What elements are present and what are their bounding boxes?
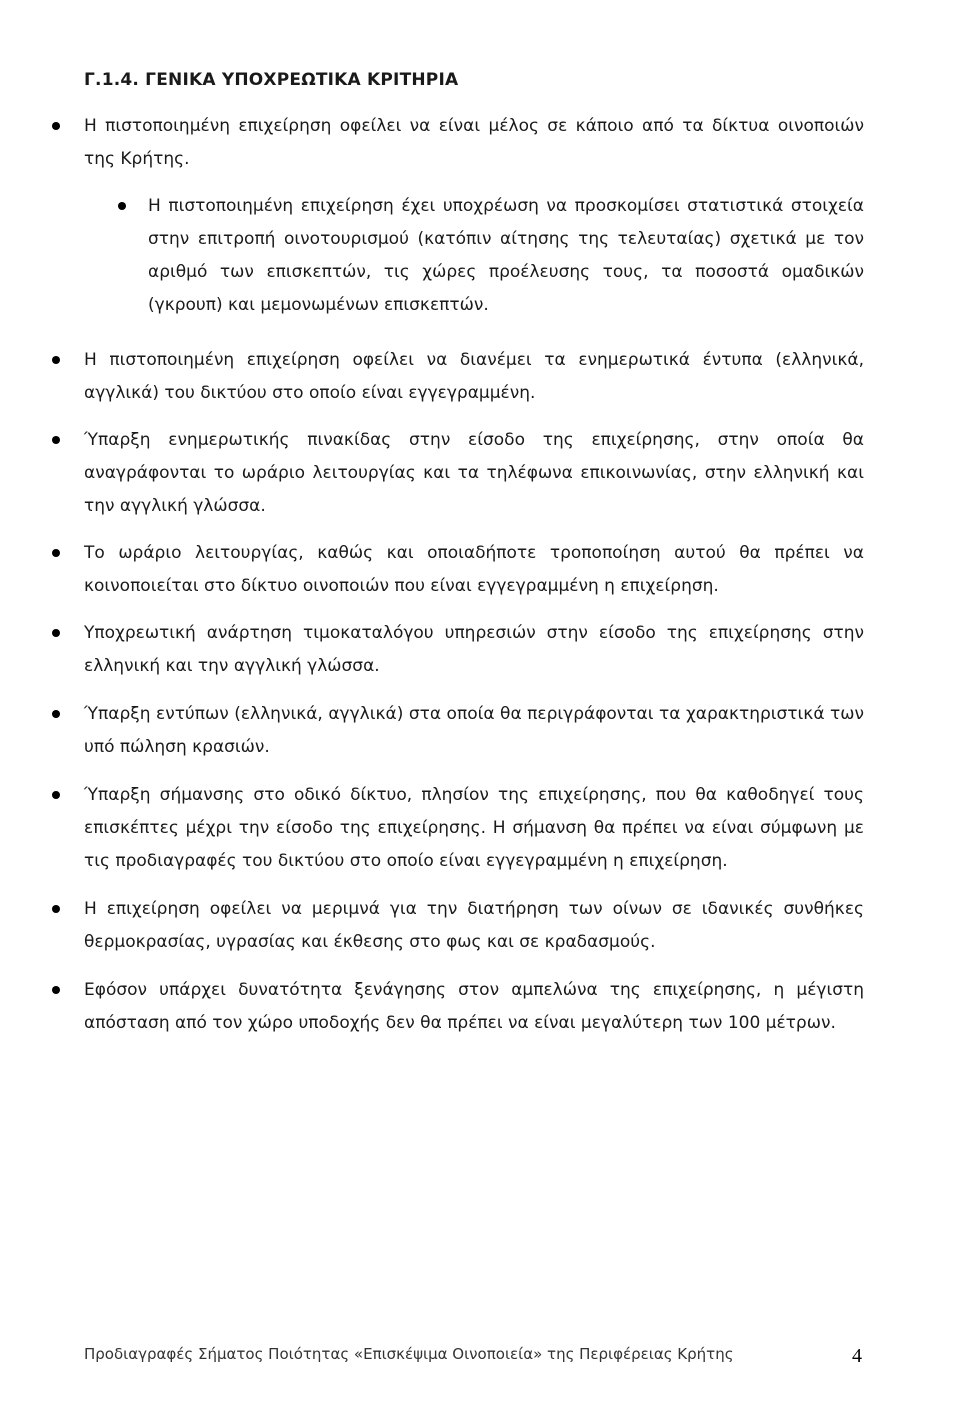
list-item-text: Η πιστοποιημένη επιχείρηση έχει υποχρέωση να προσκομίσει στατιστικά στοιχεία στην επιτροπή οινοτουρισμού (κατόπιν αίτησης της τελευταίας) σχετικά με τον αριθμό των επισκεπτών, τις χώρες προέλευσης τους, τα ποσοστά ομαδικών (γκρουπ) και μεμονωμένων επισκεπτών.	[148, 196, 864, 315]
bullet-icon	[52, 710, 60, 718]
bullet-icon	[52, 549, 60, 557]
list-item-text: Ύπαρξη εντύπων (ελληνικά, αγγλικά) στα οποία θα περιγράφονται τα χαρακτηριστικά των υπό πώληση κρασιών.	[84, 704, 864, 757]
list-item	[84, 344, 864, 410]
bullet-icon	[52, 791, 60, 799]
section-heading: Γ.1.4. ΓΕΝΙΚΑ ΥΠΟΧΡΕΩΤΙΚΑ ΚΡΙΤΗΡΙΑ	[84, 70, 459, 90]
bullet-icon	[52, 905, 60, 913]
list-item-text: Η πιστοποιημένη επιχείρηση οφείλει να είναι μέλος σε κάποιο από τα δίκτυα οινοποιών της Κρήτης.	[84, 116, 864, 169]
list-item	[84, 893, 864, 959]
page-number: 4	[852, 1345, 862, 1367]
bullet-icon	[52, 436, 60, 444]
bullet-icon	[118, 202, 126, 210]
bullet-icon	[52, 122, 60, 130]
list-item-text: Εφόσον υπάρχει δυνατότητα ξενάγησης στον αμπελώνα της επιχείρησης, η μέγιστη απόσταση από τον χώρο υποδοχής δεν θα πρέπει να είναι μεγαλύτερη των 100 μέτρων.	[84, 980, 864, 1033]
list-item-text: Η επιχείρηση οφείλει να μεριμνά για την διατήρηση των οίνων σε ιδανικές συνθήκες θερμοκρασίας, υγρασίας και έκθεσης στο φως και σε κραδασμούς.	[84, 899, 864, 952]
list-item-text: Ύπαρξη ενημερωτικής πινακίδας στην είσοδο της επιχείρησης, στην οποία θα αναγράφονται το ωράριο λειτουργίας και τα τηλέφωνα επικοινωνίας, στην ελληνική και την αγγλική γλώσσα.	[84, 430, 864, 516]
list-item	[84, 424, 864, 523]
list-item-text: Υποχρεωτική ανάρτηση τιμοκαταλόγου υπηρεσιών στην είσοδο της επιχείρησης στην ελληνική και την αγγλική γλώσσα.	[84, 623, 864, 676]
list-item-text: Η πιστοποιημένη επιχείρηση οφείλει να διανέμει τα ενημερωτικά έντυπα (ελληνικά, αγγλικά) του δικτύου στο οποίο είναι εγγεγραμμένη.	[84, 350, 864, 403]
bullet-icon	[52, 356, 60, 364]
list-item-text: Το ωράριο λειτουργίας, καθώς και οποιαδήποτε τροποποίηση αυτού θα πρέπει να κοινοποιείται στο δίκτυο οινοποιών που είναι εγγεγραμμένη η επιχείρηση.	[84, 543, 864, 596]
list-item	[84, 110, 864, 176]
list-item	[84, 537, 864, 603]
bullet-icon	[52, 629, 60, 637]
list-item	[84, 974, 864, 1040]
footer-text: Προδιαγραφές Σήματος Ποιότητας «Επισκέψιμα Οινοποιεία» της Περιφέρειας Κρήτης	[84, 1345, 734, 1363]
list-item	[84, 617, 864, 683]
list-item	[84, 779, 864, 878]
bullet-icon	[52, 986, 60, 994]
list-item	[84, 698, 864, 764]
list-item-text: Ύπαρξη σήμανσης στο οδικό δίκτυο, πλησίον της επιχείρησης, που θα καθοδηγεί τους επισκέπτες μέχρι την είσοδο της επιχείρησης. Η σήμανση θα πρέπει να είναι σύμφωνη με τις προδιαγραφές του δικτύου στο οποίο είναι εγγεγραμμένη η επιχείρηση.	[84, 785, 864, 871]
list-item-nested	[148, 190, 864, 322]
